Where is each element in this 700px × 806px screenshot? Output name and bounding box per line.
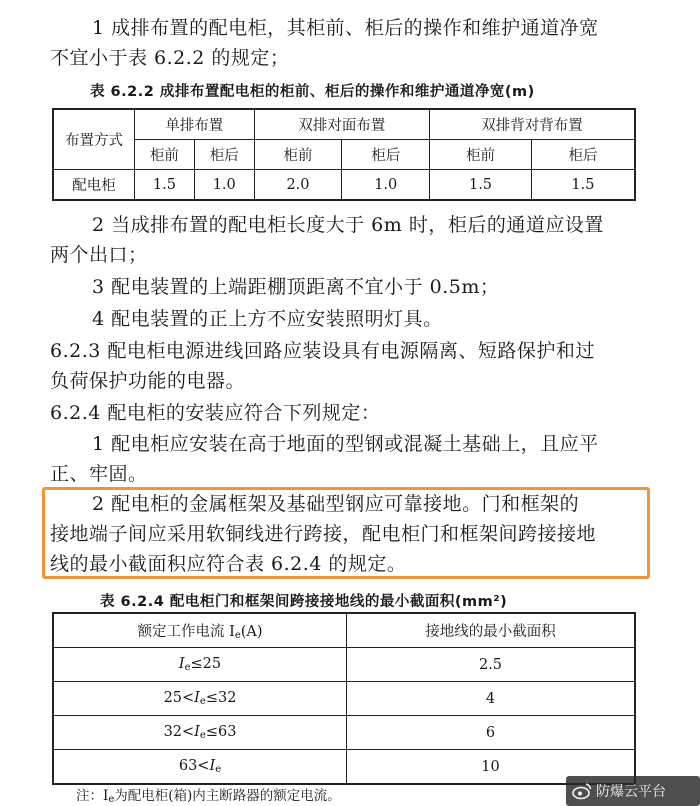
- table-cell: 1.0: [342, 170, 430, 201]
- watermark: [566, 776, 700, 806]
- table-caption: 表 6.2.2 成排布置配电柜的柜前、柜后的操作和维护通道净宽(m): [90, 84, 535, 100]
- table-cell: 配电柜: [53, 170, 135, 201]
- table-cell: 1.5: [135, 170, 195, 201]
- table-cell: 10: [347, 750, 636, 785]
- paragraph-text: 两个出口；: [50, 244, 148, 266]
- table-header-cell: 接地线的最小截面积: [347, 613, 636, 648]
- paragraph-text: 3 配电装置的上端距棚顶距离不宜小于 0.5m；: [92, 276, 500, 298]
- table-header-cell: 双排对面布置: [254, 109, 429, 140]
- table-row: [53, 716, 635, 750]
- paragraph-text: 正、牢固。: [50, 463, 148, 485]
- table-header-cell: 柜后: [194, 140, 254, 170]
- grounding-table: [52, 612, 636, 785]
- table-header-cell: 柜前: [430, 140, 532, 170]
- paragraph-text: 不宜小于表 6.2.2 的规定；: [50, 47, 290, 69]
- paragraph-text: 1 成排布置的配电柜，其柜前、柜后的操作和维护通道净宽: [92, 17, 599, 39]
- table-header-cell: 双排背对背布置: [430, 109, 635, 140]
- table-cell: 6: [347, 716, 636, 750]
- table-cell: $32<I_e\le 63$: [53, 716, 347, 750]
- table-cell: 2.5: [347, 648, 636, 682]
- table-cell: $63<I_e$: [53, 750, 347, 785]
- highlighted-text: 接地端子间应采用软铜线进行跨接，配电柜门和框架间跨接接地: [50, 523, 597, 545]
- weibo-icon: [572, 782, 592, 800]
- highlighted-text: 线的最小截面积应符合表 6.2.4 的规定。: [50, 553, 407, 575]
- table-cell: $25<I_e\le 32$: [53, 682, 347, 716]
- table-row: [53, 750, 635, 785]
- table-row: [53, 682, 635, 716]
- table-row: [53, 648, 635, 682]
- table-cell: 1.0: [194, 170, 254, 201]
- clearance-table: [52, 108, 636, 201]
- table-header-cell: 柜前: [254, 140, 342, 170]
- paragraph-text: 4 配电装置的正上方不应安装照明灯具。: [92, 308, 443, 330]
- table-cell: 4: [347, 682, 636, 716]
- table-cell: 2.0: [254, 170, 342, 201]
- paragraph-text: 2 当成排布置的配电柜长度大于 6m 时，柜后的通道应设置: [92, 214, 604, 236]
- watermark-text: 防爆云平台: [596, 784, 666, 800]
- table-note: 注：$I_e$为配电柜(箱)内主断路器的额定电流。: [76, 788, 341, 805]
- table-caption: 表 6.2.4 配电柜门和框架间跨接接地线的最小截面积(mm²): [100, 594, 508, 610]
- table-header-cell: 柜后: [342, 140, 430, 170]
- section-text: 6.2.4 配电柜的安装应符合下列规定：: [50, 402, 381, 424]
- table-header-cell: 柜前: [135, 140, 195, 170]
- table-cell: 1.5: [430, 170, 532, 201]
- table-header-cell: 柜后: [531, 140, 635, 170]
- highlighted-text: 2 配电柜的金属框架及基础型钢应可靠接地。门和框架的: [92, 493, 580, 515]
- table-header-cell: 布置方式: [53, 109, 135, 170]
- table-header-cell: 额定工作电流 $I_e(A)$: [53, 613, 347, 648]
- table-cell: 1.5: [531, 170, 635, 201]
- paragraph-text: 1 配电柜应安装在高于地面的型钢或混凝土基础上，且应平: [92, 433, 599, 455]
- section-text: 6.2.3 配电柜电源进线回路应装设具有电源隔离、短路保护和过: [50, 340, 595, 362]
- table-cell: $I_e\le 25$: [53, 648, 347, 682]
- table-header-cell: 单排布置: [135, 109, 255, 140]
- paragraph-text: 负荷保护功能的电器。: [50, 370, 246, 392]
- table-row: [53, 170, 635, 201]
